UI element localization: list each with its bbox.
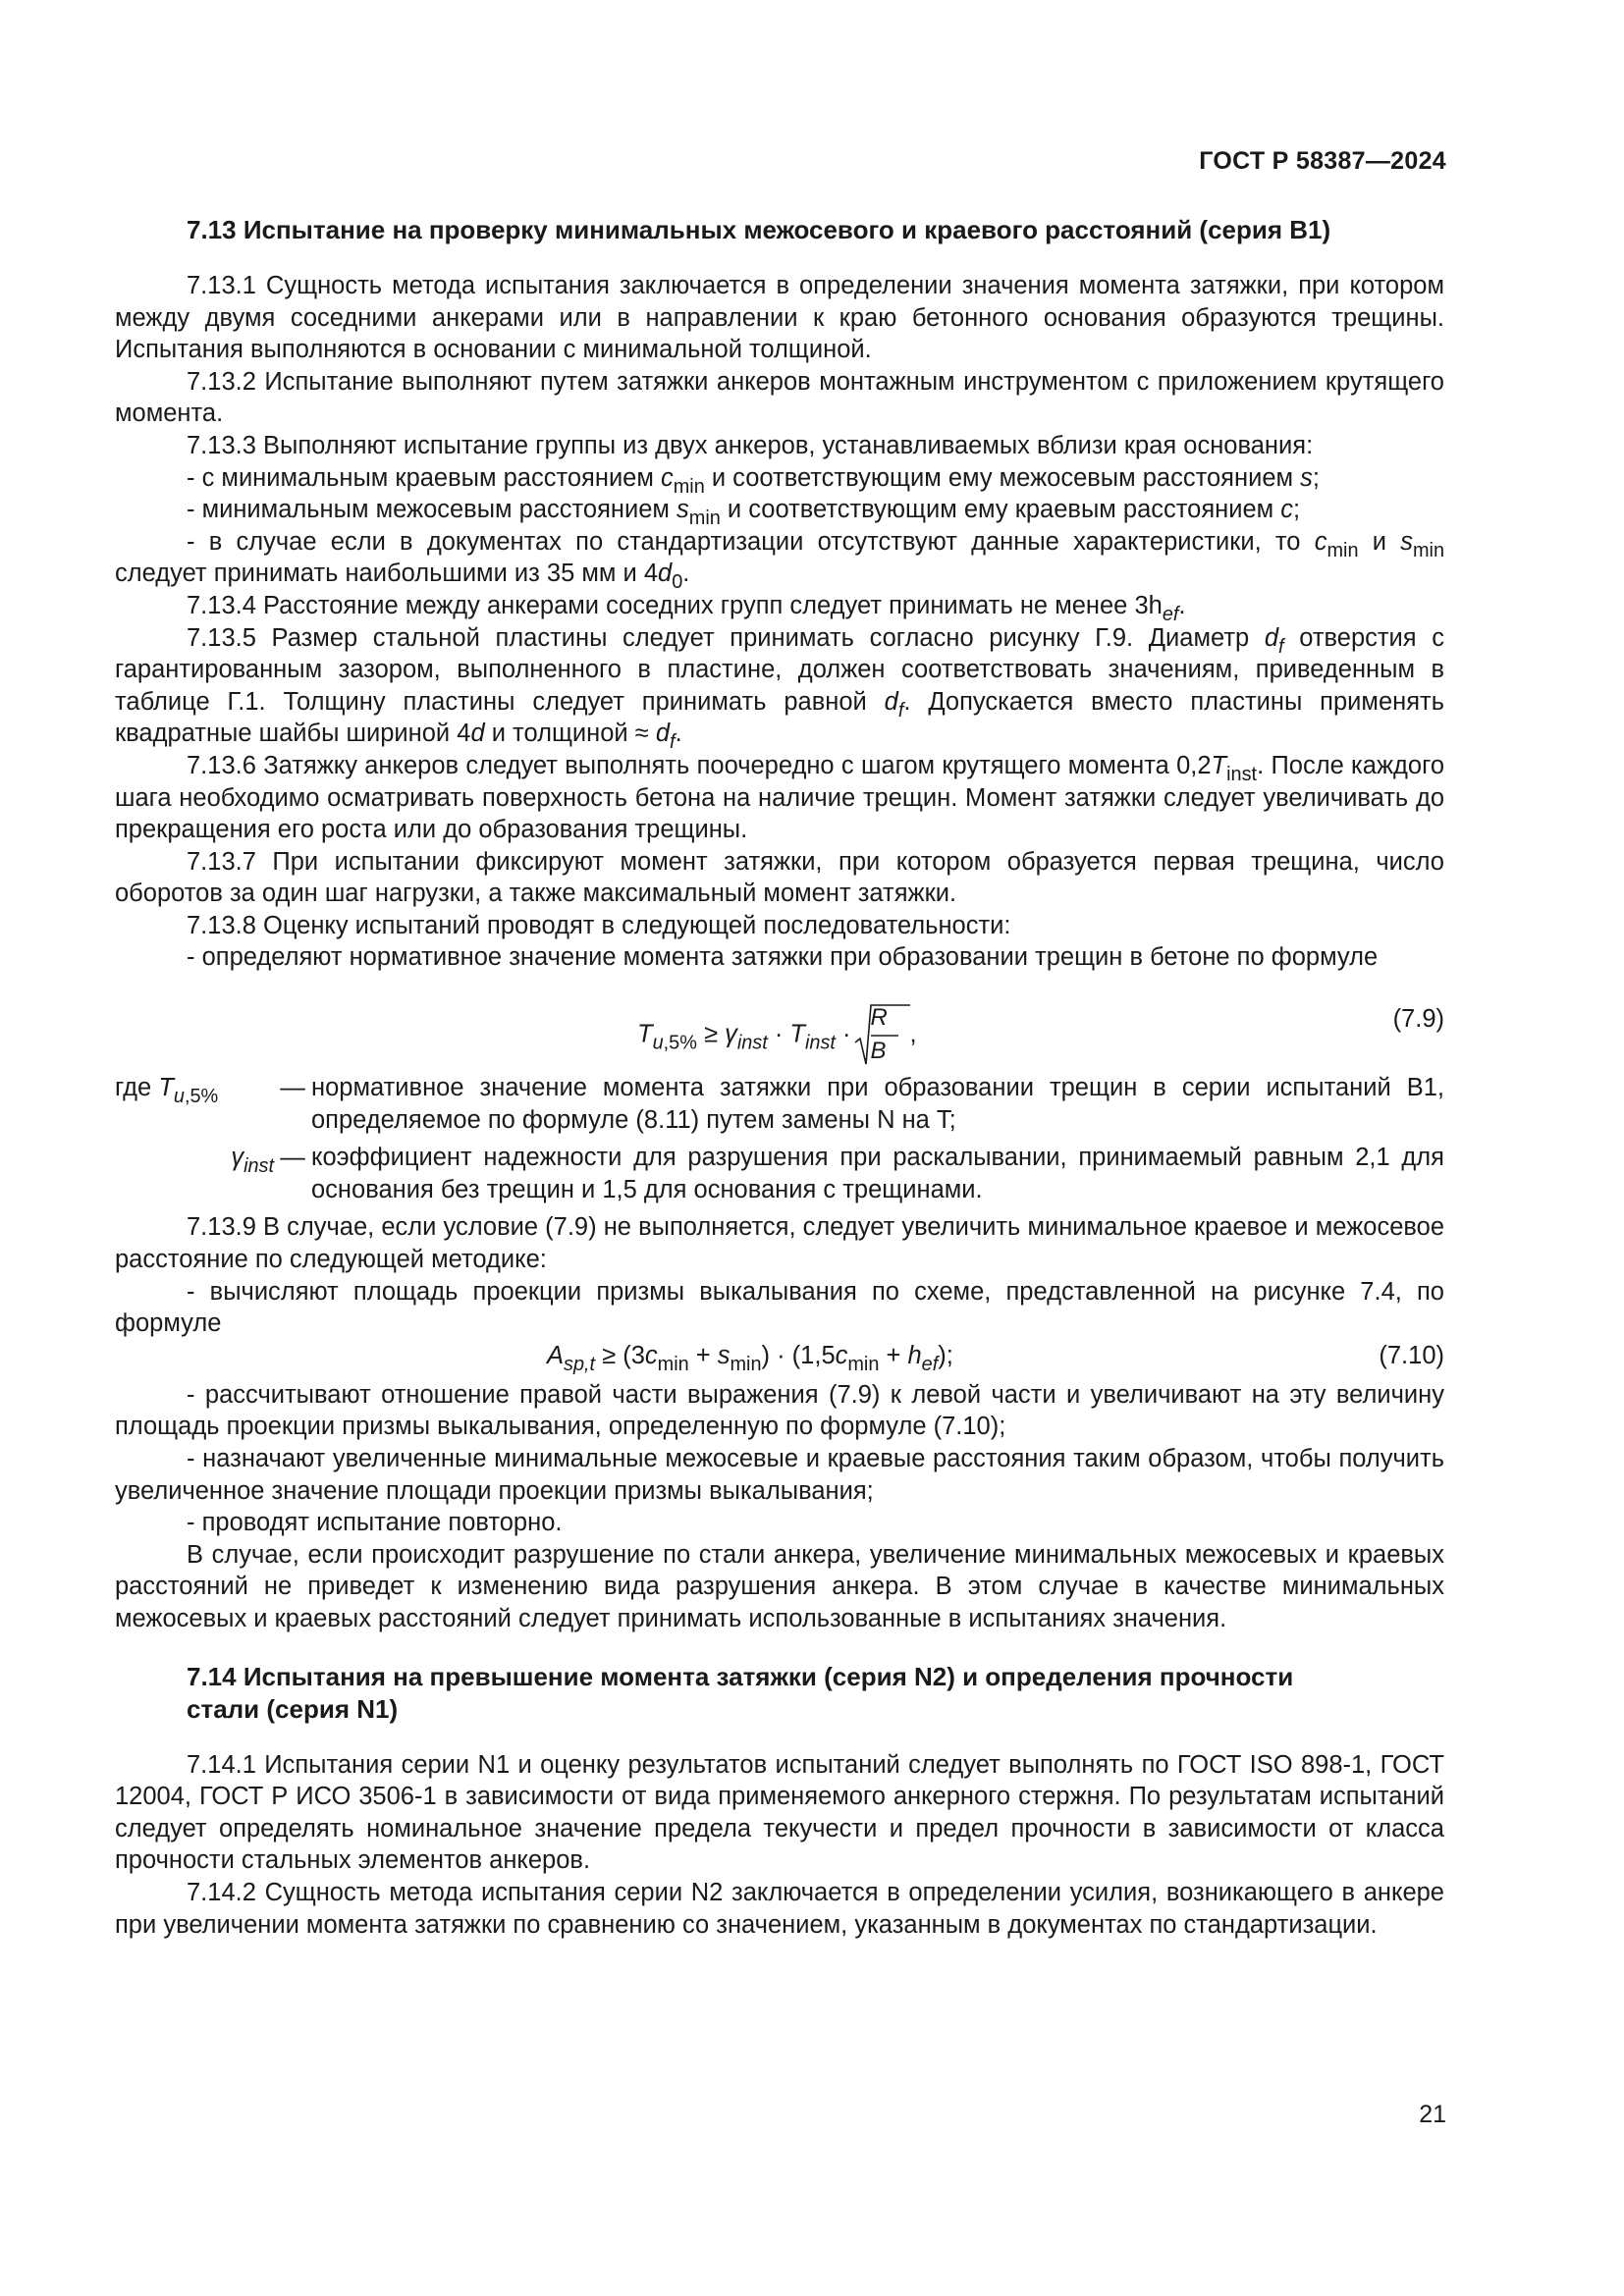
paragraph-7-13-5: 7.13.5 Размер стальной пластины следует принимать согласно рисунку Г.9. Диаметр $d_f$ отверстия с гарантированным зазором, выполненного в пластине, должен соответствовать значениям, приведенным в таблице Г.1. Толщину пластины следует принимать равной $d_f$. Допускается вместо пластины применять квадратные шайбы шириной 4d и толщиной ≈ $d_f$.	[115, 623, 1444, 754]
formula-7-10-expression: $A_{sp,t} \ge (3c_{min} + s_{min}) \cdot (1,5c_{min} + h_{ef})$;	[547, 1341, 953, 1375]
list-item-compute-area: - вычисляют площадь проекции призмы выкалывания по схеме, представленной на рисунке 7.4, по формуле	[115, 1277, 1444, 1338]
formula-7-9	[115, 986, 1444, 1065]
page-body	[115, 214, 1444, 1941]
paragraph-7-13-8: 7.13.8 Оценку испытаний проводят в следующей последовательности:	[187, 911, 1011, 939]
paragraph-7-13-2: 7.13.2 Испытание выполняют путем затяжки анкеров монтажным инструментом с приложением крутящего момента.	[115, 367, 1444, 428]
definition-gamma-inst: $\gamma_{inst}$ — коэффициент надежности для разрушения при раскалывании, принимаемый равным 2,1 для основания без трещин и 1,5 для основания с трещинами.	[115, 1142, 1444, 1205]
formula-7-10	[115, 1340, 1444, 1373]
paragraph-steel-failure: В случае, если происходит разрушение по стали анкера, увеличение минимальных межосевых и краевых расстояний не приведет к изменению вида разрушения анкера. В этом случае в качестве минимальных межосевых и краевых расстояний следует принимать использованные в испытаниях значения.	[115, 1540, 1444, 1632]
formula-7-10-number: (7.10)	[1379, 1341, 1444, 1369]
paragraph-7-13-6: 7.13.6 Затяжку анкеров следует выполнять поочередно с шагом крутящего момента $0,2T_{inst}$. После каждого шага необходимо осматривать поверхность бетона на наличие трещин. Момент затяжки следует увеличивать до прекращения его роста или до образования трещины.	[115, 751, 1444, 844]
square-root-r-over-b: R B	[853, 1003, 910, 1068]
list-item-cmin: - с минимальным краевым расстоянием $c_{min}$ и соответствующим ему межосевым расстоянием s;	[187, 463, 1320, 498]
list-item-assign-distances: - назначают увеличенные минимальные межосевые и краевые расстояния таким образом, чтобы получить увеличенное значение площади проекции призмы выкалывания;	[115, 1445, 1444, 1505]
definition-text: коэффициент надежности для разрушения при раскалывании, принимаемый равным 2,1 для основания без трещин и 1,5 для основания с трещинами.	[311, 1144, 1444, 1203]
list-item-ratio: - рассчитывают отношение правой части выражения (7.9) к левой части и увеличивают на эту величину площадь проекции призмы выкалывания, определенную по формуле (7.10);	[115, 1380, 1444, 1441]
section-title-7-14: 7.14 Испытания на превышение момента затяжки (серия N2) и определения прочности стали (серия N1)	[187, 1661, 1294, 1724]
document-id: ГОСТ Р 58387—2024	[1199, 147, 1446, 175]
paragraph-7-13-7: 7.13.7 При испытании фиксируют момент затяжки, при котором образуется первая трещина, число оборотов за один шаг нагрузки, а также максимальный момент затяжки.	[115, 847, 1444, 908]
list-item-smin: - минимальным межосевым расстоянием $s_{min}$ и соответствующим ему краевым расстоянием c;	[187, 496, 1301, 530]
definition-tu5: где $T_{u,5\%}$ — нормативное значение момента затяжки при образовании трещин в серии испытаний В1, определяемое по формуле (8.11) путем замены N на T;	[115, 1072, 1444, 1136]
list-item-normative-value: - определяют нормативное значение момента затяжки при образовании трещин в бетоне по формуле	[187, 943, 1379, 972]
paragraph-7-14-2: 7.14.2 Сущность метода испытания серии N2 заключается в определении усилия, возникающего в анкере при увеличении момента затяжки по сравнению со значением, указанным в документах по стандартизации.	[115, 1878, 1444, 1939]
paragraph-7-13-3: 7.13.3 Выполняют испытание группы из двух анкеров, устанавливаемых вблизи края основания:	[187, 431, 1314, 459]
paragraph-7-13-1: 7.13.1 Сущность метода испытания заключается в определении значения момента затяжки, при котором между двумя соседними анкерами или в направлении к краю бетонного основания образуются трещины. Испытания выполняются в основании с минимальной толщиной.	[115, 272, 1444, 364]
paragraph-7-13-4: 7.13.4 Расстояние между анкерами соседних групп следует принимать не менее $3h_{ef}$.	[187, 591, 1186, 625]
paragraph-7-14-1: 7.14.1 Испытания серии N1 и оценку результатов испытаний следует выполнять по ГОСТ ISO 898-1, ГОСТ 12004, ГОСТ Р ИСО 3506-1 в зависимости от вида применяемого анкерного стержня. По результатам испытаний следует определять номинальное значение предела текучести и предел прочности в зависимости от класса прочности стальных элементов анкеров.	[115, 1750, 1444, 1875]
definition-term: $\gamma_{inst}$	[231, 1144, 274, 1178]
definition-term: где $T_{u,5\%}$	[115, 1074, 219, 1108]
formula-7-9-number: (7.9)	[1392, 1005, 1444, 1034]
definition-text: нормативное значение момента затяжки при образовании трещин в серии испытаний В1, определяемое по формуле (8.11) путем замены N на T;	[311, 1074, 1444, 1134]
section-title-7-13: 7.13 Испытание на проверку минимальных межосевого и краевого расстояний (серия В1)	[187, 215, 1331, 244]
formula-7-9-expression: $T_{u,5\%} \ge \gamma_{inst} \cdot T_{inst}$ · R B ,	[637, 1003, 917, 1068]
list-item-repeat-test: - проводят испытание повторно.	[187, 1509, 563, 1537]
variable-definitions	[115, 1072, 1444, 1205]
paragraph-7-13-9: 7.13.9 В случае, если условие (7.9) не выполняется, следует увеличить минимальное краевое и межосевое расстояние по следующей методике:	[115, 1213, 1444, 1274]
page-number: 21	[1419, 2101, 1446, 2128]
list-item-default-values: - в случае если в документах по стандартизации отсутствуют данные характеристики, то $c_{min}$ и $s_{min}$ следует принимать наибольшими из 35 мм и $4d_0$.	[115, 527, 1445, 594]
